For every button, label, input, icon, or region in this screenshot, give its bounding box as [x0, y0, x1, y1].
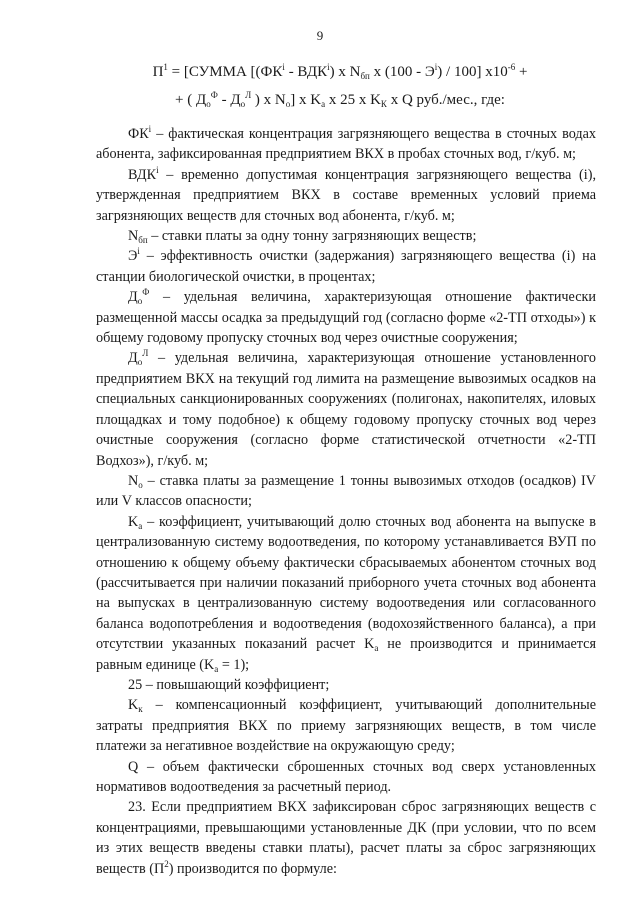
definition-dol: [96, 348, 596, 470]
definition-text: – ставка платы за размещение 1 тонны вывозимых отходов (осадков) IV или V классов опасности;: [96, 472, 596, 510]
formula-text: x 25 x K: [325, 92, 381, 108]
definition-text: – компенсационный коэффициент, учитывающий дополнительные затраты предприятия ВКХ по приему загрязняющих веществ, в том числе платежи за негативное воздействие на окружающую среду;: [96, 697, 596, 755]
symbol: K: [128, 513, 139, 530]
definition-text: – коэффициент, учитывающий долю сточных вод абонента на выпуске в централизованную систему водоотведения, по которому устанавливается ВУП по отношению к общему объему фактически сбрасываемых абонентом сточных вод (рассчитывается при наличии показаний приборного учета сточных вод абонента на выпусках в централизованную систему водоотведения или согласованного баланса водопотребления и водоотведения (водохозяйственного баланса), а при отсутствии указанных показаний расчет K: [96, 513, 596, 653]
formula-text: + ( Д: [175, 92, 207, 108]
symbol-superscript: i: [156, 164, 159, 175]
definition-text: не производится и принимается равным единице (K: [96, 636, 596, 673]
definition-e: [96, 246, 596, 287]
paragraph-text: 23. Если предприятием ВКХ зафиксирован сброс загрязняющих веществ с концентрациями, превышающими установленные ДК (при условии, что по всем из этих веществ введены ставки платы), расчет платы за сброс загрязняющих веществ (П: [96, 799, 596, 877]
formula-superscript: 1: [163, 62, 168, 72]
symbol: Д: [128, 289, 138, 306]
definition-vdk: [96, 165, 596, 226]
paragraph-23: [96, 797, 596, 879]
symbol-subscript: бп: [138, 235, 148, 246]
formula-subscript: а: [321, 99, 326, 109]
formula-text: ) / 100] x10: [437, 64, 508, 80]
symbol-superscript: Ф: [142, 287, 150, 298]
definition-kk: [96, 695, 596, 756]
formula-text: = [СУММА [(ФК: [167, 64, 283, 80]
symbol: K: [128, 697, 139, 714]
definition-text: – удельная величина, характеризующая отношение фактически размещенной массы осадка за предыдущий год (согласно форме «2-ТП отходы») к общему годовому пропуску сточных вод через очистные сооружения;: [96, 289, 596, 347]
definition-text: – ставки платы за одну тонну загрязняющих веществ;: [147, 228, 477, 245]
formula-subscript: бп: [360, 71, 370, 81]
page-number: 9: [316, 28, 324, 43]
formula-text: - Д: [217, 92, 241, 108]
symbol: ВДК: [128, 166, 157, 183]
symbol-subscript: а: [214, 663, 219, 674]
formula-text: - ВДК: [284, 64, 328, 80]
definition-text: – эффективность очистки (задержания) загрязняющего вещества (i) на станции биологической очистки, в процентах;: [96, 248, 596, 285]
formula-superscript: Л: [245, 90, 252, 100]
definition-text: – удельная величина, характеризующая отношение установленного предприятием ВКХ на текущий год лимита на размещение вывозимых осадков на специальных санкционированных сооружениях (полигонах, накопителях, иловых площадках и тому подобное) к общему годовому пропуску сточных вод через очистные сооружения (согласно форме статистической отчетности «2-ТП Водхоз»), г/куб. м;: [96, 350, 596, 469]
definition-text: = 1);: [218, 656, 250, 673]
formula-line-2: [40, 90, 640, 110]
definition-nbp: [96, 226, 596, 246]
formula-text: ) x N: [329, 64, 361, 80]
formula-subscript: о: [285, 99, 291, 109]
formula-text: +: [515, 64, 528, 80]
formula-text: П: [152, 64, 164, 80]
symbol-superscript: 2: [164, 858, 169, 869]
symbol-superscript: Л: [142, 348, 149, 359]
formula-text: ] x K: [290, 92, 322, 108]
definition-no: [96, 471, 596, 512]
symbol: Д: [128, 350, 138, 367]
definition-dof: [96, 287, 596, 348]
symbol: N: [128, 472, 139, 489]
symbol: ФК: [128, 126, 149, 142]
formula-superscript: i: [282, 62, 285, 72]
symbol-superscript: i: [137, 246, 140, 257]
definition-text: 25 – повышающий коэффициент;: [128, 676, 330, 693]
formula-text: x (100 - Э: [369, 64, 435, 80]
formula-superscript: i: [327, 62, 330, 72]
definition-text: Q – объем фактически сброшенных сточных вод сверх установленных нормативов водоотведения за расчетный период.: [96, 758, 596, 795]
symbol-subscript: о: [137, 357, 143, 368]
formula-text: x Q руб./мес., где:: [386, 92, 505, 108]
symbol-superscript: i: [148, 124, 152, 134]
formula-subscript: о: [240, 99, 246, 109]
definition-fk: [96, 124, 596, 165]
formula-subscript: К: [380, 99, 387, 109]
definition-text: – временно допустимая концентрация загрязняющего вещества (i), утвержденная предприятием ВКХ в составе временных условий приема загрязняющих веществ для сточных вод абонента, г/куб. м;: [96, 166, 596, 224]
formula-superscript: i: [434, 62, 438, 72]
definition-q: [96, 757, 596, 798]
symbol-subscript: о: [137, 296, 143, 307]
formula-text: ) x N: [251, 92, 286, 108]
symbol: N: [128, 228, 139, 245]
symbol-subscript: о: [138, 479, 143, 490]
symbol-subscript: к: [138, 704, 143, 715]
definition-text: – фактическая концентрация загрязняющего вещества в сточных водах абонента, зафиксированная предприятием ВКХ в пробах сточных вод, г/куб. м;: [96, 126, 596, 163]
formula-line-1: [40, 62, 640, 82]
symbol-subscript: а: [374, 643, 379, 654]
definition-25: [96, 675, 596, 695]
document-body: [96, 124, 596, 879]
paragraph-text: ) производится по формуле:: [168, 860, 337, 877]
symbol: Э: [128, 248, 138, 265]
formula-superscript: -6: [507, 62, 516, 72]
formula-superscript: Ф: [210, 90, 218, 100]
formula-subscript: о: [206, 99, 211, 109]
symbol-subscript: а: [138, 520, 143, 531]
definition-ka: [96, 512, 596, 675]
